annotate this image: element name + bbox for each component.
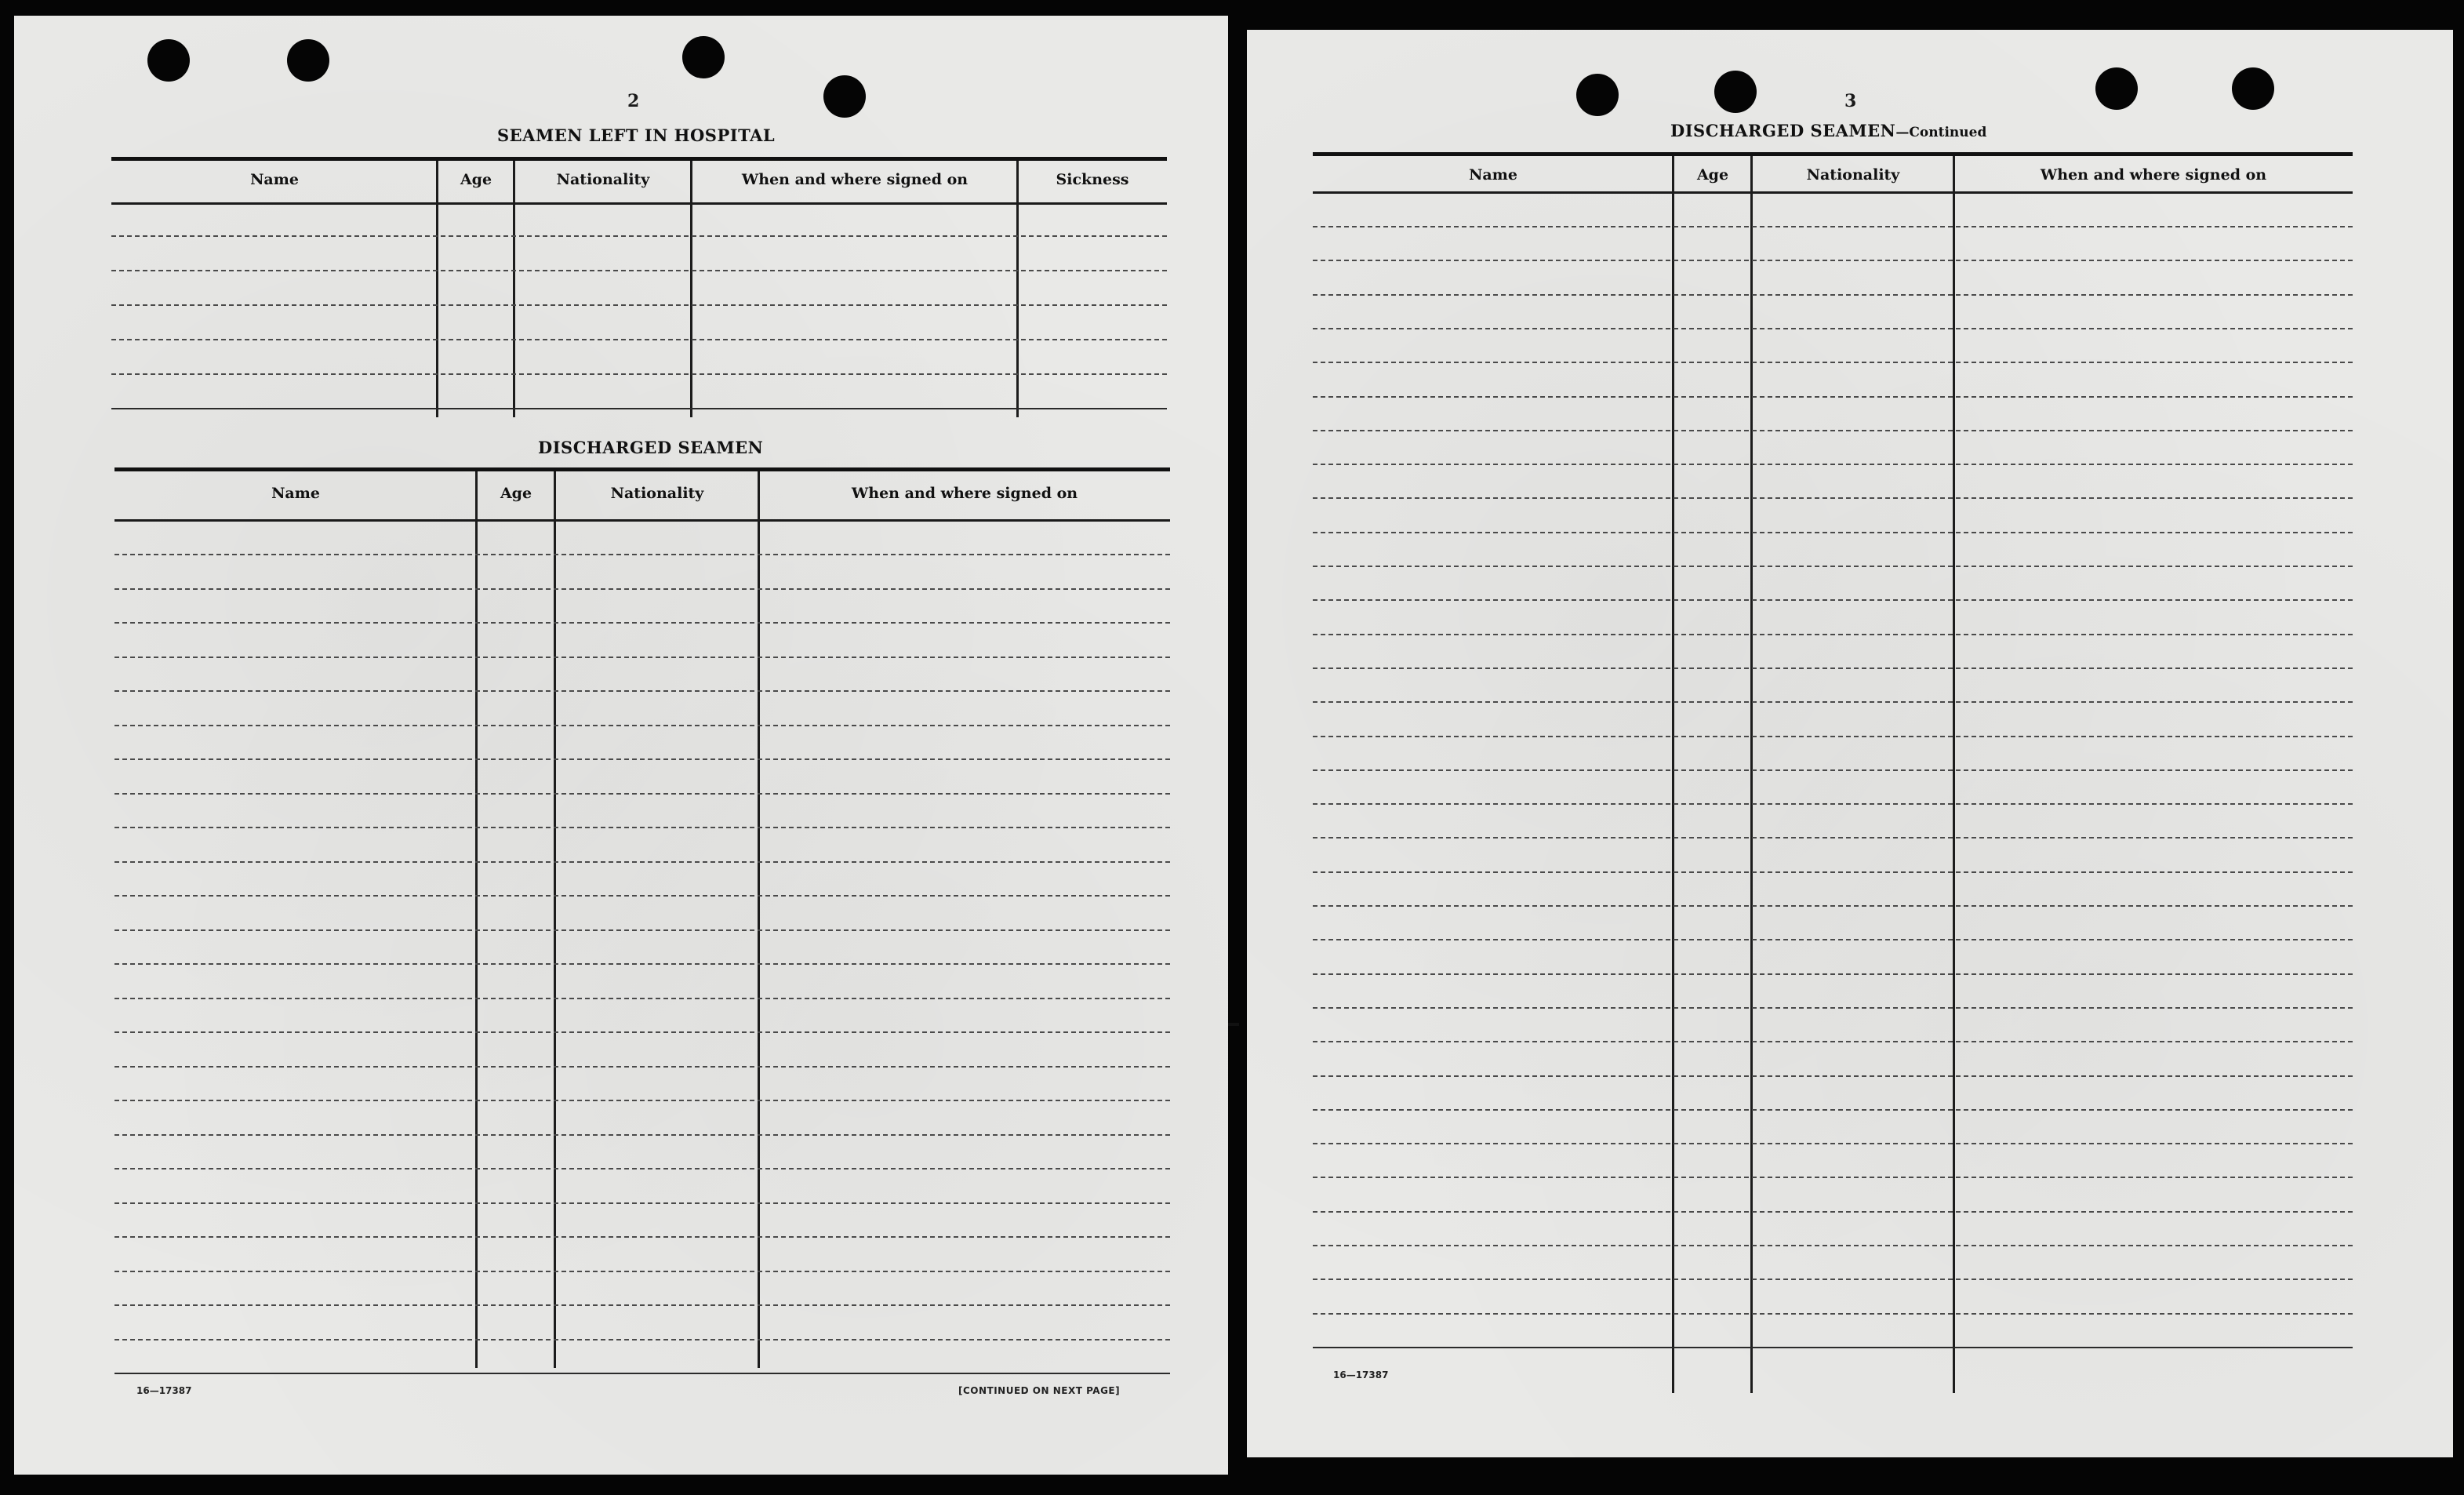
table-row (1313, 294, 2353, 296)
fold-mark (1228, 1023, 1239, 1026)
table-row (1313, 1211, 2353, 1213)
title-suffix: —Continued (1895, 125, 1987, 140)
table-row (114, 690, 1170, 692)
col-age: Age (1696, 166, 1729, 184)
table-row (114, 1236, 1170, 1238)
table-row (1313, 769, 2353, 771)
table-row (1313, 396, 2353, 398)
table-row (114, 929, 1170, 931)
form-page-3 (1247, 30, 2453, 1457)
table-row (111, 270, 1167, 271)
punch-hole (1714, 71, 1757, 113)
col-when-where: When and where signed on (741, 171, 969, 188)
table-row (1313, 973, 2353, 975)
table-row (114, 827, 1170, 828)
discharged-continued-title (1670, 121, 1986, 140)
table-row (1313, 1041, 2353, 1042)
table-row (1313, 803, 2353, 805)
table-row (1313, 566, 2353, 567)
table-row (114, 758, 1170, 760)
table-row (1313, 464, 2353, 465)
table-row (114, 1066, 1170, 1068)
discharged-section-title: DISCHARGED SEAMEN (538, 438, 764, 457)
table-row (1313, 701, 2353, 703)
col-when-where: When and where signed on (2040, 166, 2267, 184)
col-nationality: Nationality (1806, 166, 1900, 184)
col-when-where: When and where signed on (851, 485, 1078, 502)
table-row (1313, 328, 2353, 329)
page-number: 3 (1844, 91, 1857, 111)
punch-hole (147, 39, 190, 82)
col-name: Name (271, 485, 320, 502)
table-row (114, 1134, 1170, 1136)
table-row (1313, 1007, 2353, 1009)
table-row (114, 1373, 1170, 1374)
table-row (1313, 1313, 2353, 1315)
table-row (114, 1271, 1170, 1272)
discharged-table (114, 467, 1170, 1368)
table-row (114, 657, 1170, 658)
col-nationality: Nationality (556, 171, 650, 188)
table-row (1313, 667, 2353, 669)
table-row (114, 554, 1170, 555)
table-row (114, 1100, 1170, 1101)
page-number: 2 (627, 91, 640, 111)
table-row (114, 1168, 1170, 1169)
punch-hole (823, 75, 866, 118)
punch-hole (1576, 74, 1619, 116)
table-row (114, 895, 1170, 897)
table-row (1313, 837, 2353, 838)
col-age: Age (500, 485, 532, 502)
table-row (1313, 1075, 2353, 1077)
col-sickness: Sickness (1056, 171, 1129, 188)
table-row (1313, 1177, 2353, 1178)
table-row (111, 373, 1167, 375)
table-row (111, 304, 1167, 306)
table-row (1313, 939, 2353, 940)
col-age: Age (460, 171, 492, 188)
continued-note: [CONTINUED ON NEXT PAGE] (958, 1385, 1121, 1396)
form-page-2 (14, 16, 1228, 1475)
col-name: Name (1469, 166, 1517, 184)
form-code: 16—17387 (1333, 1370, 1389, 1380)
table-row (114, 998, 1170, 999)
table-row (114, 793, 1170, 795)
punch-hole (2232, 67, 2274, 110)
table-row (114, 1202, 1170, 1204)
table-row (1313, 599, 2353, 601)
table-row (1313, 497, 2353, 499)
table-row (1313, 1347, 2353, 1348)
hospital-table (111, 157, 1167, 417)
table-row (1313, 430, 2353, 431)
table-row (114, 1031, 1170, 1033)
table-row (1313, 532, 2353, 533)
table-row (111, 235, 1167, 237)
col-name: Name (250, 171, 299, 188)
col-nationality: Nationality (610, 485, 704, 502)
table-row (1313, 634, 2353, 635)
table-row (111, 408, 1167, 409)
title-main: DISCHARGED SEAMEN (1670, 121, 1896, 140)
table-row (1313, 905, 2353, 907)
table-row (114, 861, 1170, 863)
table-row (1313, 362, 2353, 363)
table-row (1313, 871, 2353, 873)
punch-hole (682, 36, 725, 78)
table-row (1313, 260, 2353, 261)
table-row (1313, 1245, 2353, 1246)
table-row (114, 622, 1170, 624)
table-row (114, 725, 1170, 726)
table-row (1313, 1143, 2353, 1144)
punch-hole (2095, 67, 2138, 110)
table-row (1313, 1279, 2353, 1280)
table-row (114, 1339, 1170, 1340)
form-code: 16—17387 (136, 1385, 192, 1396)
table-row (114, 963, 1170, 965)
punch-hole (287, 39, 329, 82)
table-row (111, 339, 1167, 340)
table-row (1313, 226, 2353, 227)
table-row (1313, 1109, 2353, 1111)
table-row (1313, 736, 2353, 737)
table-row (114, 1304, 1170, 1306)
hospital-section-title: SEAMEN LEFT IN HOSPITAL (497, 125, 776, 145)
discharged-table-continued (1313, 152, 2353, 1393)
table-row (114, 588, 1170, 590)
